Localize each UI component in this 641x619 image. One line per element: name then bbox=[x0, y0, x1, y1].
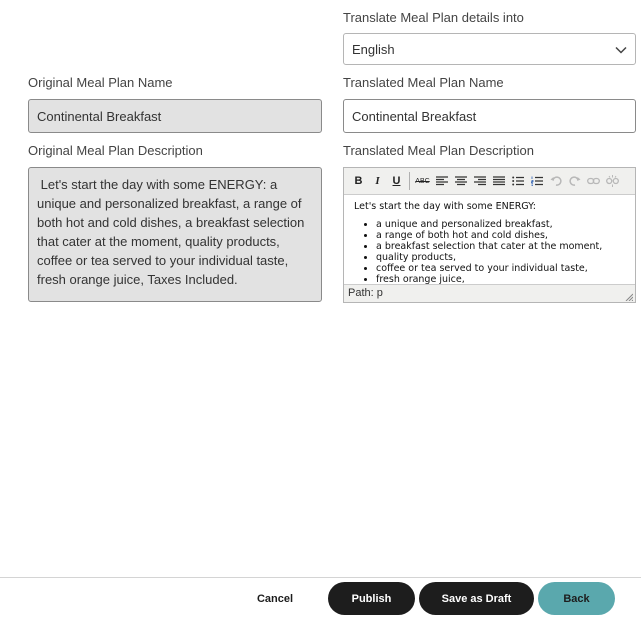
align-left-icon[interactable] bbox=[432, 171, 451, 191]
editor-toolbar bbox=[344, 168, 635, 195]
editor-intro-text: Let's start the day with some ENERGY: bbox=[354, 201, 536, 212]
resize-grip-icon[interactable] bbox=[625, 292, 633, 300]
footer-bar bbox=[0, 577, 641, 619]
redo-icon[interactable] bbox=[565, 171, 584, 191]
translated-name-input[interactable]: Continental Breakfast bbox=[343, 99, 636, 133]
language-select[interactable] bbox=[343, 33, 636, 65]
editor-bullet-list bbox=[354, 219, 625, 284]
list-item: • coffee or tea served to your individual taste, bbox=[376, 263, 625, 274]
list-item: • a range of both hot and cold dishes, bbox=[376, 230, 625, 241]
bullet-list-icon[interactable] bbox=[508, 171, 527, 191]
unlink-icon[interactable] bbox=[603, 171, 622, 191]
original-description-field: Let's start the day with some ENERGY: a unique and personalized breakfast, a range of both hot and cold dishes, a breakfast selection that cater at the moment, quality products, coffee or tea served to your individual taste, fresh orange juice, Taxes Included. bbox=[28, 167, 322, 302]
cancel-button[interactable]: Cancel bbox=[247, 582, 303, 615]
translated-description-label: Translated Meal Plan Description bbox=[343, 143, 534, 158]
translate-label: Translate Meal Plan details into bbox=[343, 10, 524, 25]
list-item: • fresh orange juice, bbox=[376, 274, 625, 284]
rich-text-editor bbox=[343, 167, 636, 303]
strikethrough-button[interactable]: ABC bbox=[415, 177, 430, 185]
save-as-draft-button[interactable]: Save as Draft bbox=[419, 582, 534, 615]
editor-path-text: Path: p bbox=[348, 287, 383, 299]
align-justify-icon[interactable] bbox=[489, 171, 508, 191]
align-right-icon[interactable] bbox=[470, 171, 489, 191]
chevron-down-icon bbox=[615, 42, 627, 57]
editor-content[interactable] bbox=[344, 195, 635, 284]
underline-button[interactable]: U bbox=[392, 175, 401, 187]
toolbar-divider bbox=[409, 172, 410, 190]
align-center-icon[interactable] bbox=[451, 171, 470, 191]
editor-path-bar bbox=[344, 284, 635, 302]
back-button[interactable]: Back bbox=[538, 582, 615, 615]
original-description-label: Original Meal Plan Description bbox=[28, 143, 203, 158]
list-item: • quality products, bbox=[376, 252, 625, 263]
italic-button[interactable]: I bbox=[375, 175, 380, 187]
language-select-value: English bbox=[352, 41, 395, 57]
link-icon[interactable] bbox=[584, 171, 603, 191]
original-name-field: Continental Breakfast bbox=[28, 99, 322, 133]
original-name-label: Original Meal Plan Name bbox=[28, 75, 173, 90]
numbered-list-icon[interactable] bbox=[527, 171, 546, 191]
translated-name-label: Translated Meal Plan Name bbox=[343, 75, 504, 90]
bold-button[interactable]: B bbox=[354, 175, 363, 187]
list-item: • a unique and personalized breakfast, bbox=[376, 219, 625, 230]
list-item: • a breakfast selection that cater at the moment, bbox=[376, 241, 625, 252]
undo-icon[interactable] bbox=[546, 171, 565, 191]
publish-button[interactable]: Publish bbox=[328, 582, 415, 615]
